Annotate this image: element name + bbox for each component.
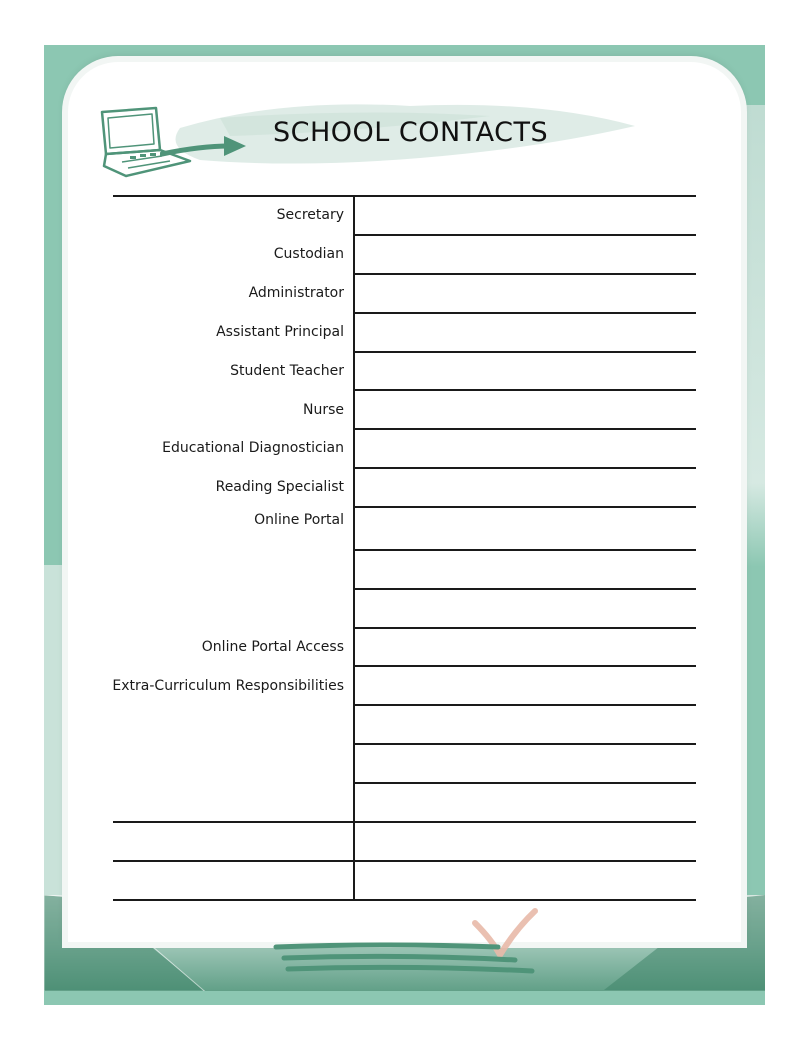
label-online-portal-access: Online Portal Access (201, 639, 344, 655)
label-extra-curriculum: Extra-Curriculum Responsibilities (112, 678, 344, 694)
entry-administrator[interactable] (355, 274, 695, 311)
entry-educational-diagnostician[interactable] (355, 429, 695, 466)
form-bottom-rule (113, 899, 696, 901)
entry-reading-specialist[interactable] (355, 468, 695, 505)
entry-online-portal[interactable] (355, 507, 695, 548)
form-rule-full (113, 821, 696, 823)
label-online-portal: Online Portal (254, 512, 344, 528)
page-title: SCHOOL CONTACTS (273, 117, 549, 148)
label-administrator: Administrator (248, 285, 344, 301)
label-student-teacher: Student Teacher (230, 363, 344, 379)
label-reading-specialist: Reading Specialist (215, 479, 344, 495)
entry-nurse[interactable] (355, 390, 695, 427)
entry-student-teacher[interactable] (355, 352, 695, 389)
bottom-strip (44, 991, 765, 1005)
label-educational-diagnostician: Educational Diagnostician (162, 440, 344, 456)
form-rule (353, 743, 696, 745)
label-custodian: Custodian (273, 246, 344, 262)
entry-custodian[interactable] (355, 235, 695, 272)
form-rule (353, 549, 696, 551)
checkmark-icon (270, 905, 550, 980)
label-nurse: Nurse (302, 402, 344, 418)
form-rule (353, 704, 696, 706)
entry-extra-curriculum[interactable] (355, 666, 695, 703)
form-rule-full (113, 860, 696, 862)
label-assistant-principal: Assistant Principal (216, 324, 344, 340)
arrow-icon (160, 132, 250, 162)
label-secretary: Secretary (276, 207, 344, 223)
entry-secretary[interactable] (355, 196, 695, 233)
entry-online-portal-access[interactable] (355, 628, 695, 665)
form-rule (353, 588, 696, 590)
entry-assistant-principal[interactable] (355, 313, 695, 350)
form-rule (353, 782, 696, 784)
